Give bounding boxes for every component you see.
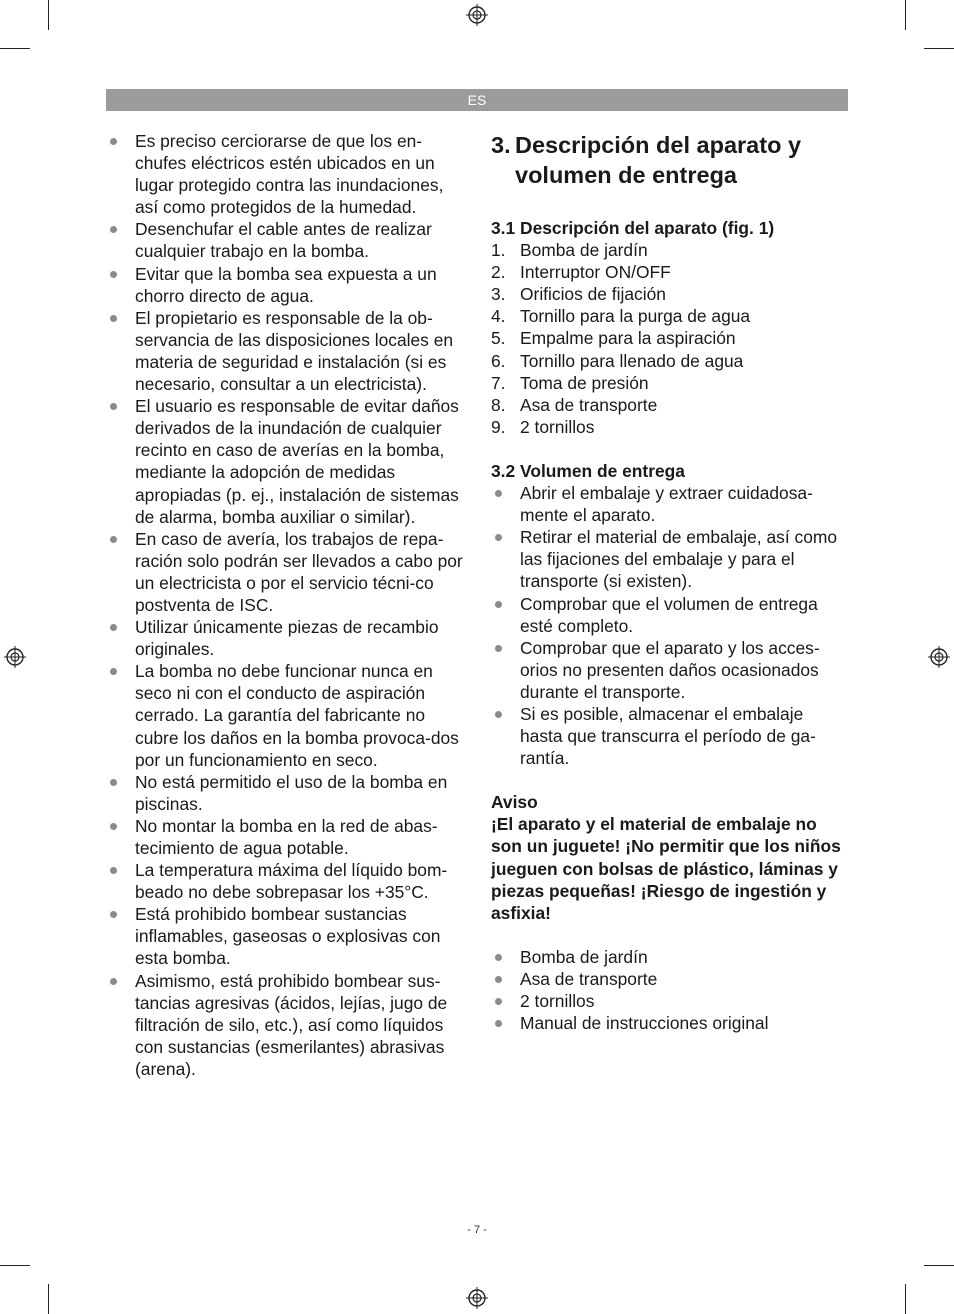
delivery-heading: 3.2 Volumen de entrega (491, 460, 685, 481)
list-item: 6. Tornillo para llenado de agua (491, 350, 744, 371)
list-item: 1. Bomba de jardín (491, 240, 648, 261)
list-item: 9. 2 tornillos (491, 416, 595, 437)
list-item: No montar la bomba en la red de abas-tecimiento de agua potable. (106, 815, 466, 859)
safety-list (106, 130, 466, 1080)
list-item: Abrir el embalaje y extraer cuidadosa-mente el aparato. (491, 482, 843, 526)
registration-mark-right-icon (928, 646, 950, 668)
crop-mark-bottom-right-v (905, 1284, 906, 1314)
crop-mark-top-left-v (48, 0, 49, 30)
crop-mark-bottom-left-v (48, 1284, 49, 1314)
list-item: Si es posible, almacenar el embalaje hasta que transcurra el período de ga-rantía. (491, 703, 843, 769)
description-column (491, 130, 843, 1034)
list-item: La temperatura máxima del líquido bom-beado no debe sobrepasar los +35°C. (106, 859, 466, 903)
page-number: - 7 - (467, 1224, 487, 1236)
list-item: Retirar el material de embalaje, así como las fijaciones del embalaje y para el transporte (si existen). (491, 526, 843, 592)
list-item: Desenchufar el cable antes de realizar cualquier trabajo en la bomba. (106, 218, 466, 262)
notice-title: Aviso (491, 792, 538, 813)
list-item: 3. Orificios de fijación (491, 284, 666, 305)
safety-instructions-column (106, 130, 466, 1080)
crop-mark-top-right-h (924, 48, 954, 49)
list-item: Utilizar únicamente piezas de recambio originales. (106, 616, 466, 660)
list-item: Manual de instrucciones original (491, 1012, 843, 1034)
list-item: 7. Toma de presión (491, 372, 649, 393)
language-code: ES (467, 92, 487, 108)
list-item: Comprobar que el volumen de entrega esté completo. (491, 593, 843, 637)
section-title-text: Descripción del aparato y volumen de entrega (515, 132, 802, 188)
list-item: Es preciso cerciorarse de que los en-chufes eléctricos estén ubicados en un lugar protegido contra las inundaciones, así como protegidos de la humedad. (106, 130, 466, 218)
list-item: Está prohibido bombear sustancias inflamables, gaseosas o explosivas con esta bomba. (106, 903, 466, 969)
list-item: 2 tornillos (491, 990, 843, 1012)
list-item: 2. Interruptor ON/OFF (491, 262, 671, 283)
list-item: Comprobar que el aparato y los acces-orios no presenten daños ocasionados durante el transporte. (491, 637, 843, 703)
list-item: Asa de transporte (491, 968, 843, 990)
list-item: El usuario es responsable de evitar daños derivados de la inundación de cualquier recinto en caso de averías en la bomba, mediante la adopción de medidas apropiadas (p. ej., instalación de sistemas de alarma, bomba auxiliar o similar). (106, 395, 466, 528)
section-number: 3. (491, 132, 511, 158)
notice-block (491, 791, 843, 924)
registration-mark-left-icon (4, 646, 26, 668)
crop-mark-top-left-h (0, 48, 30, 49)
list-item: 5. Empalme para la aspiración (491, 328, 736, 349)
parts-list (491, 239, 843, 438)
list-item: No está permitido el uso de la bomba en piscinas. (106, 771, 466, 815)
registration-mark-top-icon (466, 4, 488, 26)
crop-mark-bottom-right-h (924, 1265, 954, 1266)
list-item: En caso de avería, los trabajos de repa-ración solo podrán ser llevados a cabo por un electricista o por el servicio técni-co postventa de ISC. (106, 528, 466, 616)
list-item: Evitar que la bomba sea expuesta a un chorro directo de agua. (106, 263, 466, 307)
crop-mark-bottom-left-h (0, 1265, 30, 1266)
list-item: Asimismo, está prohibido bombear sus-tancias agresivas (ácidos, lejías, jugo de filtración de silo, etc.), así como líquidos con sustancias (esmerilantes) abrasivas (arena). (106, 970, 466, 1080)
registration-mark-bottom-icon (466, 1287, 488, 1309)
contents-list (491, 946, 843, 1034)
section-title (491, 130, 843, 190)
description-heading: 3.1 Descripción del aparato (fig. 1) (491, 218, 775, 238)
language-header (106, 89, 848, 111)
list-item: La bomba no debe funcionar nunca en seco ni con el conducto de aspiración cerrado. La garantía del fabricante no cubre los daños en la bomba provoca-dos por un funcionamiento en seco. (106, 660, 466, 770)
notice-text: ¡El aparato y el material de embalaje no son un juguete! ¡No permitir que los niños jueguen con bolsas de plástico, láminas y piezas pequeñas! ¡Riesgo de ingestión y asfixia! (491, 814, 841, 923)
crop-mark-top-right-v (905, 0, 906, 30)
list-item: 8. Asa de transporte (491, 394, 658, 415)
delivery-list (491, 482, 843, 769)
list-item: Bomba de jardín (491, 946, 843, 968)
list-item: 4. Tornillo para la purga de agua (491, 306, 751, 327)
list-item: El propietario es responsable de la ob-servancia de las disposiciones locales en materia de seguridad e instalación (si es necesario, consultar a un electricista). (106, 307, 466, 395)
